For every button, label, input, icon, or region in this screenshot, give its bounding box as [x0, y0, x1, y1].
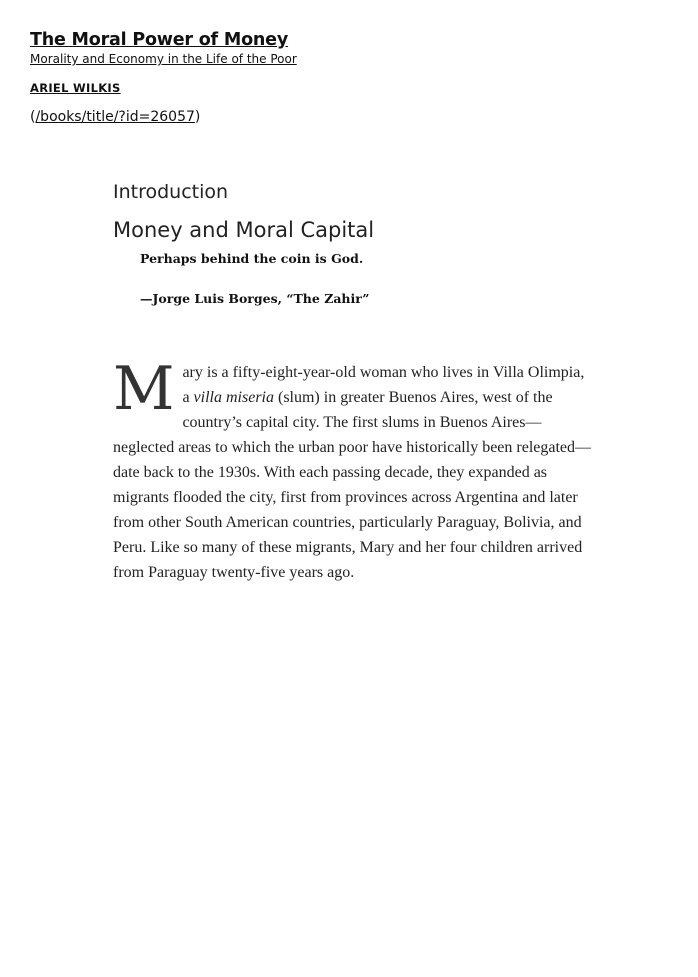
- link-close-paren: ): [194, 109, 201, 125]
- body-paragraph: [113, 354, 593, 585]
- book-subtitle[interactable]: Morality and Economy in the Life of the Poor: [30, 52, 297, 66]
- book-title[interactable]: The Moral Power of Money: [30, 30, 289, 50]
- drop-cap: M: [113, 354, 175, 424]
- chapter-title: Money and Moral Capital: [113, 218, 375, 242]
- chapter-content: [113, 178, 593, 601]
- chapter-label: Introduction: [113, 181, 229, 203]
- book-header: [30, 30, 670, 126]
- book-link-line: [30, 108, 670, 126]
- body-italic-term: villa miseria: [193, 389, 274, 406]
- book-link[interactable]: /books/title/?id=26057: [35, 109, 195, 125]
- epigraph-quote: Perhaps behind the coin is God.: [140, 251, 364, 266]
- epigraph: [140, 250, 593, 308]
- link-open-paren: (: [30, 109, 36, 125]
- epigraph-source: —Jorge Luis Borges, “The Zahir”: [140, 291, 370, 306]
- body-text-part-1: ary is a fifty-eight-year-old woman who lives in Villa Olimpia, a: [182, 364, 585, 406]
- author-name[interactable]: ARIEL WILKIS: [30, 81, 121, 95]
- body-text-part-2: (slum) in greater Buenos Aires, west of the country’s capital city. The first slums in Buenos Aires—neglected areas to which the urban poor have historically been relegated—date back to the 1930s. With each passing decade, they expanded as migrants flooded the city, first from provinces across Argentina and later from other South American countries, particularly Paraguay, Bolivia, and Peru. Like so many of these migrants, Mary and her four children arrived from Paraguay twenty-five years ago.: [113, 389, 592, 581]
